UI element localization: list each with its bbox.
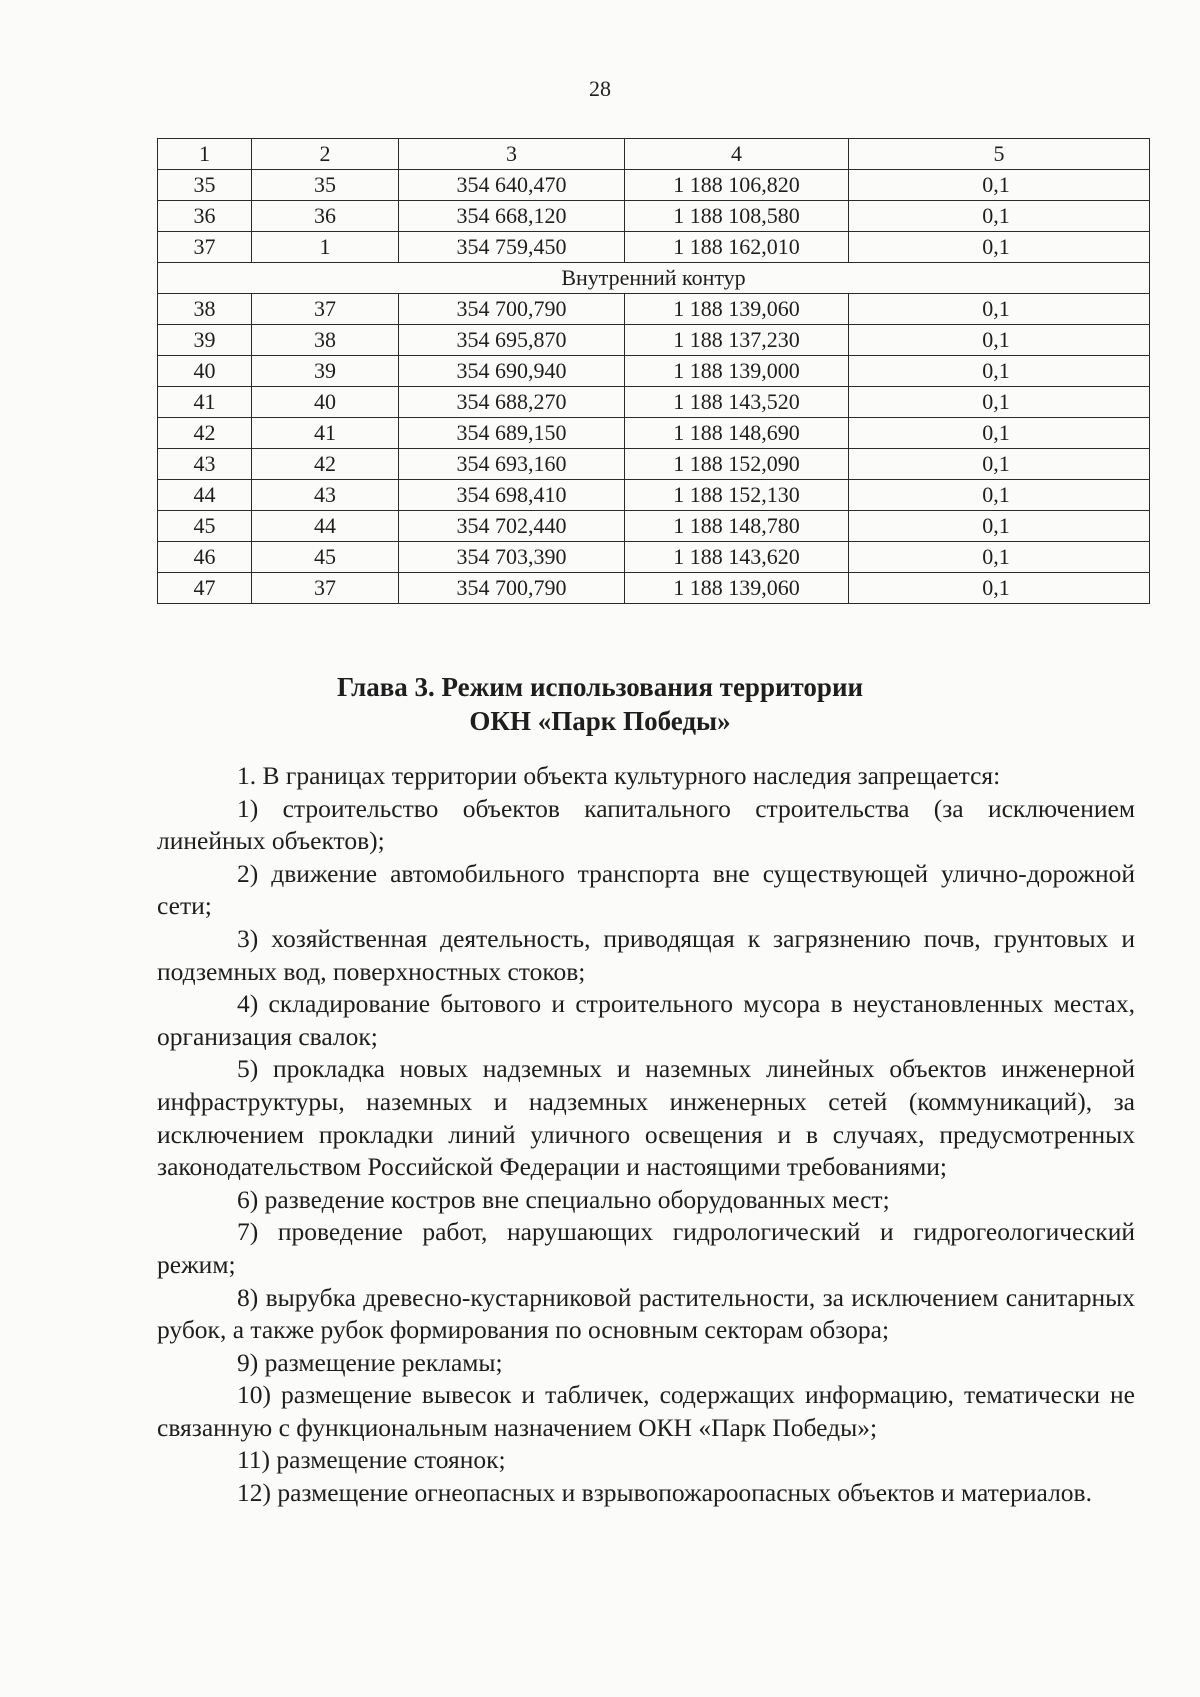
table-cell: 43 [158, 449, 252, 480]
table-cell: 41 [158, 387, 252, 418]
table-cell: 35 [158, 170, 252, 201]
paragraph: 10) размещение вывесок и табличек, содержащих информацию, тематически не связанную с функциональным назначением ОКН «Парк Победы»; [157, 1380, 1135, 1442]
table-row [158, 325, 1150, 356]
table-cell: 0,1 [849, 232, 1150, 263]
table-row [158, 418, 1150, 449]
table-row [158, 573, 1150, 604]
chapter-heading [0, 670, 1200, 738]
table-cell: 37 [158, 232, 252, 263]
table-row [158, 294, 1150, 325]
table-cell: 0,1 [849, 170, 1150, 201]
table-row [158, 449, 1150, 480]
table-cell: 1 188 106,820 [625, 170, 849, 201]
table-cell: 36 [158, 201, 252, 232]
table-cell: 38 [252, 325, 399, 356]
table-row [158, 511, 1150, 542]
header-cell: 5 [849, 139, 1150, 170]
table-row [158, 480, 1150, 511]
table-cell: 1 [252, 232, 399, 263]
table-section-title: Внутренний контур [158, 263, 1150, 294]
paragraph: 8) вырубка древесно-кустарниковой растительности, за исключением санитарных рубок, а также рубок формирования по основным секторам обзора; [157, 1282, 1135, 1345]
header-cell: 3 [399, 139, 625, 170]
table-cell: 354 640,470 [399, 170, 625, 201]
table-cell: 45 [158, 511, 252, 542]
table-cell: 1 188 143,520 [625, 387, 849, 418]
table-cell: 36 [252, 201, 399, 232]
paragraph: 9) размещение рекламы; [237, 1347, 503, 1377]
table-row [158, 387, 1150, 418]
table-cell: 41 [252, 418, 399, 449]
body-text [157, 760, 1135, 1510]
coordinates-table-body [158, 139, 1150, 604]
table-cell: 40 [158, 356, 252, 387]
table-cell: 354 689,150 [399, 418, 625, 449]
table-cell: 37 [252, 573, 399, 604]
table-cell: 0,1 [849, 573, 1150, 604]
table-cell: 0,1 [849, 418, 1150, 449]
table-cell: 1 188 152,090 [625, 449, 849, 480]
table-cell: 35 [252, 170, 399, 201]
table-cell: 46 [158, 542, 252, 573]
page-number: 28 [589, 76, 611, 101]
table-cell: 42 [252, 449, 399, 480]
table-cell: 0,1 [849, 449, 1150, 480]
table-cell: 0,1 [849, 356, 1150, 387]
table-row [158, 170, 1150, 201]
paragraph: 7) проведение работ, нарушающих гидрологический и гидрогеологический режим; [157, 1217, 1135, 1279]
header-cell: 2 [252, 139, 399, 170]
chapter-title: Глава 3. Режим использования территории [336, 672, 864, 702]
table-cell: 47 [158, 573, 252, 604]
table-cell: 0,1 [849, 511, 1150, 542]
table-row [158, 542, 1150, 573]
table-cell: 1 188 139,060 [625, 294, 849, 325]
table-cell: 0,1 [849, 201, 1150, 232]
table-cell: 354 693,160 [399, 449, 625, 480]
paragraph: 1) строительство объектов капитального строительства (за исключением линейных объектов); [157, 793, 1135, 856]
table-cell: 44 [158, 480, 252, 511]
table-cell: 0,1 [849, 542, 1150, 573]
table-cell: 1 188 162,010 [625, 232, 849, 263]
table-cell: 44 [252, 511, 399, 542]
header-cell: 4 [625, 139, 849, 170]
paragraph: 1. В границах территории объекта культурного наследия запрещается: [237, 761, 1001, 790]
table-cell: 354 688,270 [399, 387, 625, 418]
table-cell: 1 188 139,060 [625, 573, 849, 604]
table-row [158, 201, 1150, 232]
table-cell: 0,1 [849, 325, 1150, 356]
table-cell: 354 759,450 [399, 232, 625, 263]
table-cell: 0,1 [849, 480, 1150, 511]
table-cell: 42 [158, 418, 252, 449]
paragraph: 12) размещение огнеопасных и взрывопожароопасных объектов и материалов. [237, 1478, 1092, 1508]
table-cell: 354 690,940 [399, 356, 625, 387]
paragraph: 4) складирование бытового и строительного мусора в неустановленных местах, организация свалок; [157, 989, 1135, 1051]
table-cell: 1 188 148,780 [625, 511, 849, 542]
table-cell: 354 695,870 [399, 325, 625, 356]
table-cell: 1 188 137,230 [625, 325, 849, 356]
paragraph: 3) хозяйственная деятельность, приводящая к загрязнению почв, грунтовых и подземных вод, поверхностных стоков; [157, 923, 1135, 986]
table-row [158, 356, 1150, 387]
table-cell: 43 [252, 480, 399, 511]
paragraph: 5) прокладка новых надземных и наземных линейных объектов инженерной инфраструктуры, наземных и надземных инженерных сетей (коммуникаций), за исключением прокладки линий уличного освещения и в случаях, предусмотренных законодательством Российской Федерации и настоящими требованиями; [157, 1054, 1135, 1182]
table-cell: 354 703,390 [399, 542, 625, 573]
table-cell: 38 [158, 294, 252, 325]
paragraph: 6) разведение костров вне специально оборудованных мест; [237, 1184, 890, 1214]
table-cell: 0,1 [849, 387, 1150, 418]
table-cell: 354 668,120 [399, 201, 625, 232]
table-cell: 1 188 148,690 [625, 418, 849, 449]
coordinates-table [157, 138, 1150, 604]
table-cell: 1 188 139,000 [625, 356, 849, 387]
table-cell: 45 [252, 542, 399, 573]
table-cell: 354 702,440 [399, 511, 625, 542]
table-cell: 1 188 108,580 [625, 201, 849, 232]
table-cell: 354 700,790 [399, 294, 625, 325]
table-cell: 39 [158, 325, 252, 356]
table-cell: 39 [252, 356, 399, 387]
table-cell: 37 [252, 294, 399, 325]
paragraph: 11) размещение стоянок; [237, 1445, 506, 1475]
table-cell: 1 188 143,620 [625, 542, 849, 573]
table-cell: 1 188 152,130 [625, 480, 849, 511]
table-section-row [158, 263, 1150, 294]
table-cell: 40 [252, 387, 399, 418]
table-cell: 354 698,410 [399, 480, 625, 511]
table-header-row [158, 139, 1150, 170]
chapter-subtitle: ОКН «Парк Победы» [469, 706, 731, 736]
table-cell: 354 700,790 [399, 573, 625, 604]
table-cell: 0,1 [849, 294, 1150, 325]
header-cell: 1 [158, 139, 252, 170]
paragraph: 2) движение автомобильного транспорта вне существующей улично-дорожной сети; [157, 858, 1135, 921]
table-row [158, 232, 1150, 263]
